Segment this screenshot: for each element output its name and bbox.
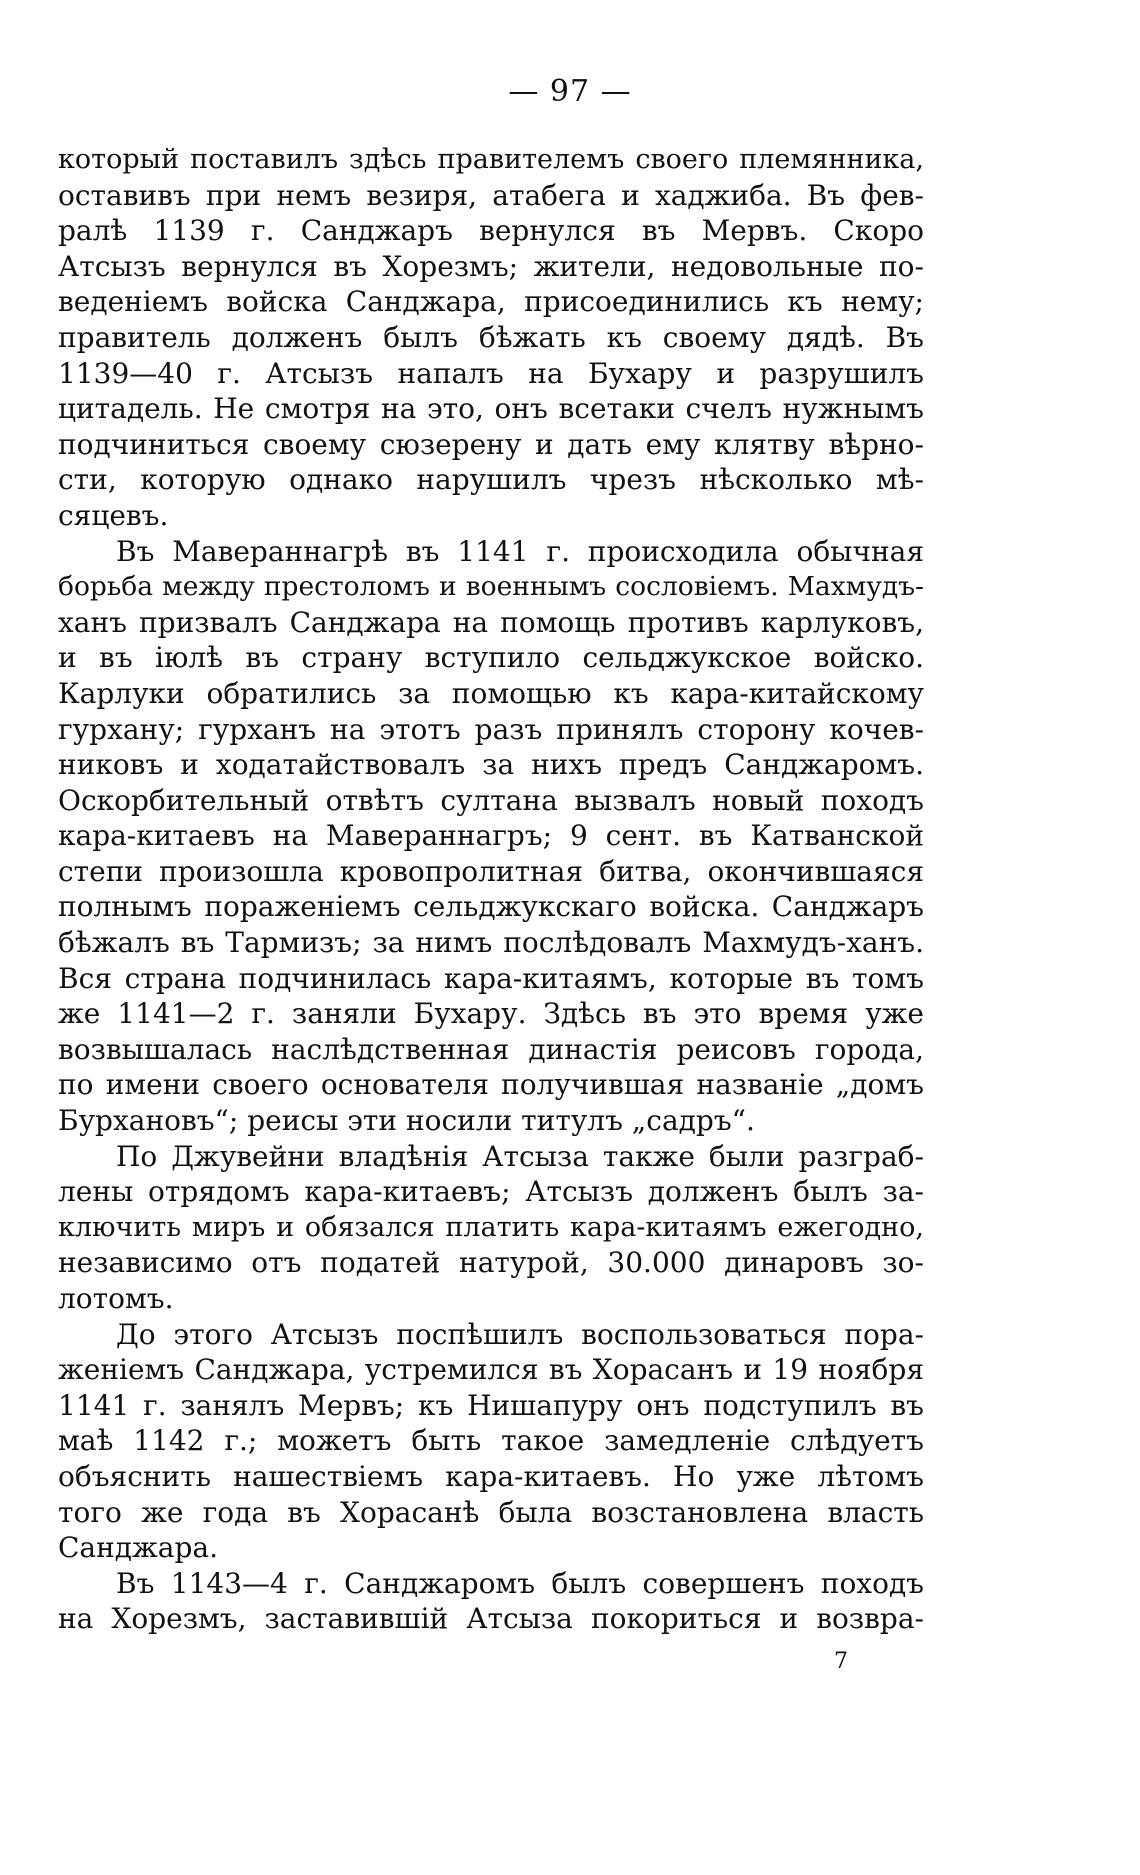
text-line: бѣжалъ въ Тармизъ; за нимъ послѣдовалъ Махмудъ-ханъ. [58,926,924,960]
body-text [58,142,924,1637]
text-line: Въ 1143—4 г. Санджаромъ былъ совершенъ походъ [116,1566,924,1600]
signature-mark: 7 [834,1649,848,1674]
text-line: Санджара. [58,1531,218,1565]
text-line: степи произошла кровопролитная битва, окончившаяся [58,854,924,888]
text-line: оставивъ при немъ везиря, атабега и хаджиба. Въ фев- [58,178,924,212]
page-number: — 97 — [508,74,632,109]
text-line: цитадель. Не смотря на это, онъ всетаки счелъ нужнымъ [58,392,924,426]
text-line: независимо отъ податей натурой, 30.000 динаровъ зо- [58,1246,924,1280]
text-line: До этого Атсызъ поспѣшилъ воспользоваться пора- [116,1317,924,1351]
text-line: женіемъ Санджара, устремился въ Хорасанъ и 19 ноября [58,1353,924,1387]
text-line: маѣ 1142 г.; можетъ быть такое замедленіе слѣдуетъ [58,1424,924,1458]
text-line: гурхану; гурханъ на этотъ разъ принялъ сторону кочев- [58,712,924,746]
text-line: Атсызъ вернулся въ Хорезмъ; жители, недовольные по- [58,249,924,283]
text-line: 1141 г. занялъ Мервъ; къ Нишапуру онъ подступилъ въ [58,1388,924,1422]
text-line: Вся страна подчинилась кара-китаямъ, которые въ томъ [58,961,924,995]
text-line: возвышалась наслѣдственная династія реисовъ города, [58,1032,924,1066]
text-line: ралѣ 1139 г. Санджаръ вернулся въ Мервъ. Скоро [58,214,924,248]
text-line: веденіемъ войска Санджара, присоединились къ нему; [58,285,924,319]
text-line: Въ Мавераннагрѣ въ 1141 г. происходила обычная [116,534,924,568]
text-line: Бурхановъ“; реисы эти носили титулъ „садръ“. [58,1104,755,1138]
text-line: и въ іюлѣ въ страну вступило сельджукское войско. [58,641,924,675]
text-line: Карлуки обратились за помощью къ кара-китайскому [58,676,924,710]
text-line: по имени своего основателя получившая названіе „домъ [58,1068,924,1102]
text-line: По Джувейни владѣнія Атсыза также были разграб- [116,1139,924,1173]
text-line: Оскорбительный отвѣтъ султана вызвалъ новый походъ [58,783,924,817]
text-line: на Хорезмъ, заставившій Атсыза покориться и возвра- [58,1602,924,1636]
text-line: же 1141—2 г. заняли Бухару. Здѣсь въ это время уже [58,997,924,1031]
text-line: лены отрядомъ кара-китаевъ; Атсызъ долженъ былъ за- [58,1175,924,1209]
text-line: того же года въ Хорасанѣ была возстановлена власть [58,1495,924,1529]
text-line: сти, которую однако нарушилъ чрезъ нѣсколько мѣ- [58,463,924,497]
text-line: никовъ и ходатайствовалъ за нихъ предъ Санджаромъ. [58,748,924,782]
text-line: лотомъ. [58,1282,174,1315]
text-line: борьба между престоломъ и военнымъ сословіемъ. Махмудъ- [58,571,924,603]
text-line: сяцевъ. [58,498,169,532]
text-line: объяснить нашествіемъ кара-китаевъ. Но уже лѣтомъ [58,1459,924,1493]
text-line: кара-китаевъ на Мавераннагръ; 9 сент. въ Катванской [58,819,924,853]
text-line: полнымъ пораженіемъ сельджукскаго войска. Санджаръ [58,890,924,924]
text-line: правитель долженъ былъ бѣжать къ своему дядѣ. Въ [58,320,924,354]
text-line: который поставилъ здѣсь правителемъ своего племянника, [58,144,924,175]
text-line: ханъ призвалъ Санджара на помощь противъ карлуковъ, [58,605,924,639]
text-line: 1139—40 г. Атсызъ напалъ на Бухару и разрушилъ [58,356,924,390]
text-line: ключить миръ и обязался платить кара-китаямъ ежегодно, [58,1211,924,1243]
text-line: подчиниться своему сюзерену и дать ему клятву вѣрно- [58,427,924,461]
